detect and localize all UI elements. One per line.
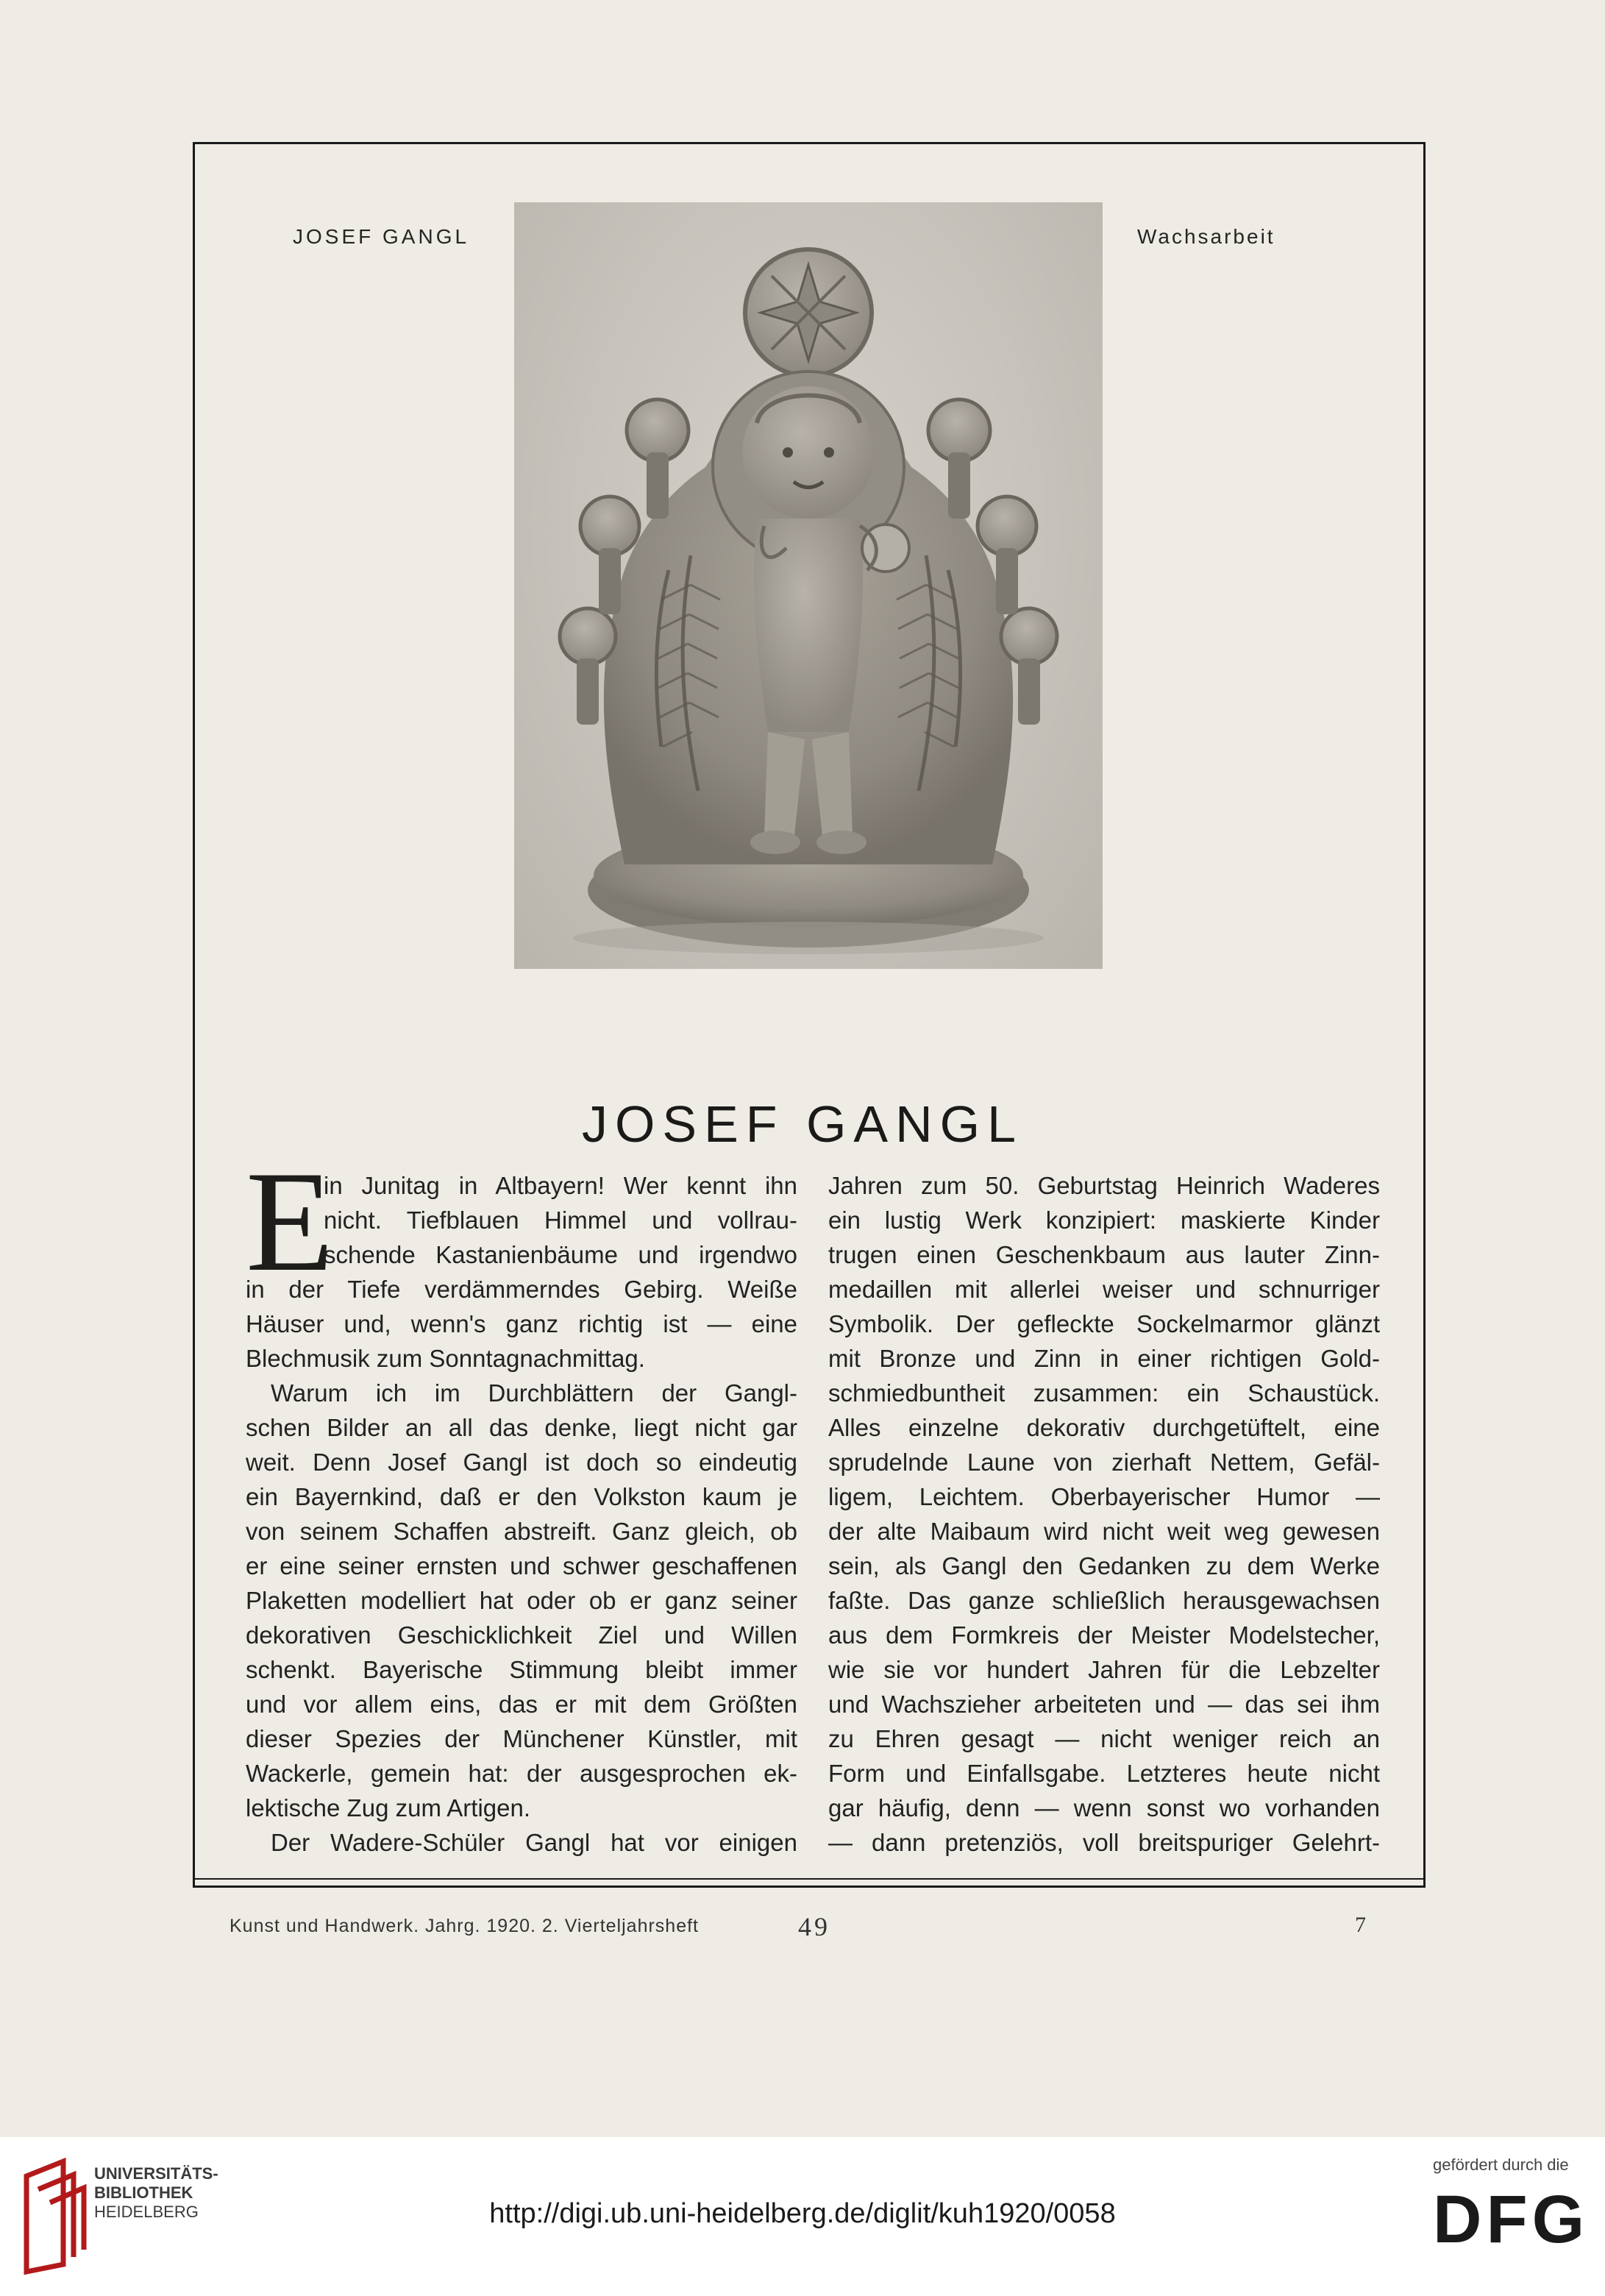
frame-rule (194, 1878, 1424, 1883)
text-line: sein, als Gangl den Gedanken zu dem Werke (828, 1552, 1380, 1579)
text-line: aus dem Formkreis der Meister Modelstecher, (828, 1621, 1380, 1649)
source-url-link[interactable]: http://digi.ub.uni-heidelberg.de/diglit/kuh1920/0058 (489, 2198, 1116, 2229)
text-line: er eine seiner ernsten und schwer geschaffenen (246, 1552, 797, 1579)
funded-by-label: gefördert durch die (1433, 2155, 1569, 2174)
article-column-left (246, 1142, 797, 1860)
signature-mark: 7 (1355, 1913, 1366, 1937)
text-line: Wackerle, gemein hat: der ausgesprochen ek- (246, 1760, 797, 1787)
text-line: in Junitag in Altbayern! Wer kennt ihn (324, 1172, 797, 1199)
text-line: zu Ehren gesagt — nicht weniger reich an (828, 1725, 1380, 1752)
text-line: medaillen mit allerlei weiser und schnurriger (828, 1276, 1380, 1303)
text-line: schenkt. Bayerische Stimmung bleibt immer (246, 1656, 797, 1683)
text-line: lektische Zug zum Artigen. (246, 1794, 531, 1821)
text-line: Alles einzelne dekorativ durchgetüftelt, eine (828, 1414, 1380, 1441)
text-line: schmiedbuntheit zusammen: ein Schaustück. (828, 1379, 1380, 1407)
text-line: Form und Einfallsgabe. Letzteres heute nicht (828, 1760, 1380, 1787)
library-name-line: HEIDELBERG (94, 2203, 199, 2221)
text-line: Blechmusik zum Sonntagnachmittag. (246, 1345, 645, 1372)
wax-relief-photograph (514, 202, 1103, 969)
text-line: und Wachszieher arbeiteten und — das sei ihm (828, 1691, 1380, 1718)
text-line: ein lustig Werk konzipiert: maskierte Kinder (828, 1206, 1380, 1234)
article-column-right (828, 1168, 1380, 1860)
library-name-line: BIBLIOTHEK (94, 2183, 193, 2202)
wax-relief-illustration (514, 202, 1103, 969)
text-line: weit. Denn Josef Gangl ist doch so eindeutig (246, 1449, 797, 1476)
text-line: faßte. Das ganze schließlich herausgewachsen (828, 1587, 1380, 1614)
text-line: ligem, Leichtem. Oberbayerischer Humor — (828, 1483, 1380, 1510)
journal-footer: Kunst und Handwerk. Jahrg. 1920. 2. Vierteljahrsheft (229, 1916, 699, 1936)
plate-caption-artist: JOSEF GANGL (293, 225, 470, 248)
text-line: schen Bilder an all das denke, liegt nicht gar (246, 1414, 797, 1441)
plate-caption-medium: Wachsarbeit (1137, 225, 1275, 248)
text-line: der alte Maibaum wird nicht weit weg gewesen (828, 1518, 1380, 1545)
text-line: Jahren zum 50. Geburtstag Heinrich Waderes (828, 1172, 1380, 1199)
text-line: wie sie vor hundert Jahren für die Lebzelter (828, 1656, 1380, 1683)
text-line: Der Wadere-Schüler Gangl hat vor einigen (271, 1829, 797, 1856)
drop-cap: E (246, 1142, 334, 1301)
text-line: sprudelnde Laune von zierhaft Nettem, Gefäl- (828, 1449, 1380, 1476)
text-line: in der Tiefe verdämmerndes Gebirg. Weiße (246, 1276, 797, 1303)
text-line: Plaketten modelliert hat oder ob er ganz seiner (246, 1587, 797, 1614)
text-line: dieser Spezies der Münchener Künstler, mit (246, 1725, 797, 1752)
library-name-line: UNIVERSITÄTS- (94, 2164, 218, 2183)
page-number: 49 (798, 1912, 830, 1941)
text-line: Warum ich im Durchblättern der Gangl- (271, 1379, 797, 1407)
text-line: — dann pretenziös, voll breitspuriger Gelehrt- (828, 1829, 1380, 1856)
text-line: nicht. Tiefblauen Himmel und vollrau- (324, 1206, 797, 1234)
text-line: mit Bronze und Zinn in einer richtigen Gold- (828, 1345, 1380, 1372)
text-line: dekorativen Geschicklichkeit Ziel und Willen (246, 1621, 797, 1649)
article-title: JOSEF GANGL (581, 1095, 1024, 1153)
text-line: ein Bayernkind, daß er den Volkston kaum je (246, 1483, 797, 1510)
text-line: und vor allem eins, das er mit dem Größten (246, 1691, 797, 1718)
text-line: Häuser und, wenn's ganz richtig ist — eine (246, 1310, 797, 1337)
text-line: trugen einen Geschenkbaum aus lauter Zinn- (828, 1241, 1380, 1268)
text-line: Symbolik. Der gefleckte Sockelmarmor glänzt (828, 1310, 1380, 1337)
dfg-logo: DFG (1433, 2182, 1590, 2257)
text-line: von seinem Schaffen abstreift. Ganz gleich, ob (246, 1518, 797, 1545)
text-line: schende Kastanienbäume und irgendwo (324, 1241, 797, 1268)
text-line: gar häufig, denn — wenn sonst wo vorhanden (828, 1794, 1380, 1821)
